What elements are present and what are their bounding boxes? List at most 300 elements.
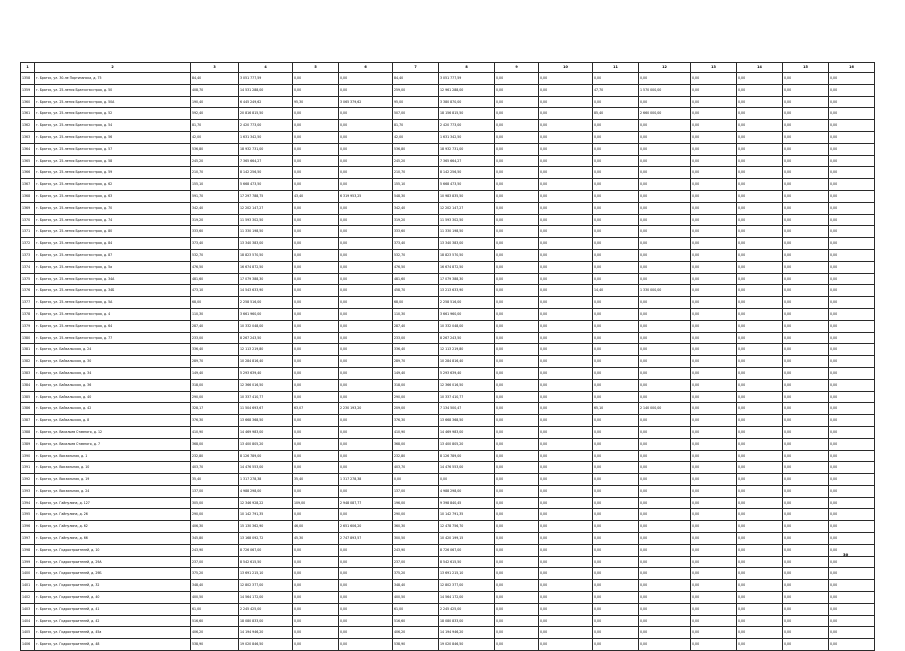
table-row: [21, 639, 875, 651]
value-cell: 0,00: [639, 521, 691, 533]
address-cell: г. Братск, ул. 25-летия Братскгэсстроя, д. 84: [35, 238, 191, 250]
value-cell: 0,00: [783, 320, 829, 332]
value-cell: 0,00: [495, 179, 539, 191]
value-cell: 12 202 147,27: [439, 202, 495, 214]
column-header: 14: [737, 63, 783, 73]
table-row: [21, 190, 875, 202]
value-cell: 210,70: [393, 167, 439, 179]
table-row: [21, 391, 875, 403]
value-cell: 0,00: [737, 73, 783, 85]
value-cell: 0,00: [639, 426, 691, 438]
value-cell: 110,30: [191, 308, 239, 320]
address-cell: г. Братск, ул. Гайнулина, д. 26: [35, 509, 191, 521]
value-cell: 0,00: [737, 285, 783, 297]
value-cell: 538,90: [393, 639, 439, 651]
value-cell: 0,00: [783, 155, 829, 167]
value-cell: 0,00: [539, 485, 593, 497]
value-cell: 0,00: [639, 320, 691, 332]
value-cell: 0,00: [691, 603, 737, 615]
row-number-cell: 1368: [21, 190, 35, 202]
table-row: [21, 131, 875, 143]
value-cell: 2 948 087,77: [339, 497, 393, 509]
row-number-cell: 1397: [21, 533, 35, 545]
value-cell: 0,00: [293, 202, 339, 214]
value-cell: 14 469 983,00: [439, 426, 495, 438]
column-number-row: [21, 63, 875, 73]
value-cell: 3 051 777,59: [439, 73, 495, 85]
value-cell: 0,00: [293, 627, 339, 639]
value-cell: 368,00: [191, 438, 239, 450]
value-cell: 0,00: [639, 155, 691, 167]
value-cell: 0,00: [495, 556, 539, 568]
value-cell: 0,00: [293, 143, 339, 155]
table-row: [21, 273, 875, 285]
value-cell: 0,00: [495, 627, 539, 639]
value-cell: 0,00: [539, 344, 593, 356]
address-cell: г. Братск, ул. Вокзальная, д. 1: [35, 450, 191, 462]
value-cell: 12 961 288,00: [439, 84, 495, 96]
value-cell: 0,00: [639, 497, 691, 509]
row-number-cell: 1358: [21, 73, 35, 85]
value-cell: 10 420 199,15: [439, 533, 495, 545]
address-cell: г. Братск, ул. Гидростроителей, д. 29Б: [35, 568, 191, 580]
value-cell: 0,00: [539, 202, 593, 214]
value-cell: 243,90: [393, 544, 439, 556]
value-cell: 0,00: [593, 214, 639, 226]
row-number-cell: 1402: [21, 592, 35, 604]
row-number-cell: 1394: [21, 497, 35, 509]
row-number-cell: 1371: [21, 226, 35, 238]
value-cell: 375,20: [393, 568, 439, 580]
value-cell: 592,40: [191, 108, 239, 120]
value-cell: 8 126 789,00: [439, 450, 495, 462]
value-cell: 3 051 777,59: [239, 73, 293, 85]
value-cell: 0,00: [829, 155, 875, 167]
table-row: [21, 308, 875, 320]
value-cell: 0,00: [783, 556, 829, 568]
value-cell: 0,00: [495, 190, 539, 202]
value-cell: 18 080 833,00: [239, 615, 293, 627]
address-cell: г. Братск, ул. 25-летия Братскгэсстроя, д. 87: [35, 249, 191, 261]
row-number-cell: 1403: [21, 603, 35, 615]
value-cell: 0,00: [593, 73, 639, 85]
value-cell: 13 213 633,90: [439, 285, 495, 297]
value-cell: 0,00: [293, 214, 339, 226]
value-cell: 0,00: [339, 143, 393, 155]
table-body: [21, 73, 875, 651]
value-cell: 0,00: [593, 450, 639, 462]
value-cell: 0,00: [539, 179, 593, 191]
value-cell: 0,00: [539, 249, 593, 261]
table-row: [21, 533, 875, 545]
value-cell: 2 230 193,20: [339, 403, 393, 415]
value-cell: 406,20: [393, 627, 439, 639]
table-row: [21, 592, 875, 604]
value-cell: 0,00: [339, 167, 393, 179]
value-cell: 536,80: [191, 143, 239, 155]
row-number-cell: 1379: [21, 320, 35, 332]
table-row: [21, 627, 875, 639]
value-cell: 68,00: [191, 297, 239, 309]
value-cell: 0,00: [737, 238, 783, 250]
value-cell: 0,00: [293, 167, 339, 179]
value-cell: 0,00: [737, 509, 783, 521]
value-cell: 0,00: [539, 615, 593, 627]
value-cell: 11 504 693,67: [239, 403, 293, 415]
value-cell: 0,00: [539, 226, 593, 238]
value-cell: 0,00: [691, 320, 737, 332]
value-cell: 0,00: [539, 544, 593, 556]
value-cell: 0,00: [593, 521, 639, 533]
value-cell: 0,00: [691, 214, 737, 226]
value-cell: 410,90: [393, 426, 439, 438]
table-row: [21, 73, 875, 85]
value-cell: 65,10: [593, 403, 639, 415]
value-cell: 0,00: [691, 120, 737, 132]
value-cell: 5 668 473,50: [439, 179, 495, 191]
value-cell: 0,00: [539, 285, 593, 297]
value-cell: 0,00: [639, 450, 691, 462]
row-number-cell: 1360: [21, 96, 35, 108]
value-cell: 410,90: [191, 426, 239, 438]
value-cell: 18 156 815,50: [439, 108, 495, 120]
row-number-cell: 1376: [21, 285, 35, 297]
value-cell: 0,00: [737, 592, 783, 604]
value-cell: 0,00: [737, 332, 783, 344]
value-cell: 0,00: [783, 332, 829, 344]
value-cell: 8 267 243,50: [239, 332, 293, 344]
address-cell: г. Братск, ул. Байкальская, д. 8: [35, 415, 191, 427]
value-cell: 0,00: [593, 474, 639, 486]
value-cell: 0,00: [829, 426, 875, 438]
value-cell: 0,00: [339, 379, 393, 391]
value-cell: 13 668 368,50: [239, 415, 293, 427]
value-cell: 0,00: [339, 202, 393, 214]
value-cell: 0,00: [829, 615, 875, 627]
value-cell: 3 661 960,00: [239, 308, 293, 320]
value-cell: 0,00: [495, 73, 539, 85]
value-cell: 0,00: [593, 367, 639, 379]
value-cell: 13 168 092,72: [239, 533, 293, 545]
value-cell: 0,00: [783, 615, 829, 627]
value-cell: 0,00: [539, 273, 593, 285]
value-cell: 0,00: [783, 627, 829, 639]
value-cell: 0,00: [293, 285, 339, 297]
value-cell: 16 674 872,50: [239, 261, 293, 273]
table-row: [21, 485, 875, 497]
value-cell: 0,00: [829, 580, 875, 592]
value-cell: 0,00: [495, 485, 539, 497]
address-cell: г. Братск, ул. Вокзальная, д. 10: [35, 462, 191, 474]
value-cell: 0,00: [495, 462, 539, 474]
value-cell: 0,00: [691, 497, 737, 509]
value-cell: 196,00: [393, 497, 439, 509]
value-cell: 0,00: [639, 379, 691, 391]
value-cell: 12 366 016,50: [239, 379, 293, 391]
row-number-cell: 1401: [21, 580, 35, 592]
value-cell: 0,00: [495, 438, 539, 450]
value-cell: 0,00: [737, 226, 783, 238]
value-cell: 0,00: [691, 179, 737, 191]
value-cell: 0,00: [783, 568, 829, 580]
value-cell: 0,00: [293, 332, 339, 344]
value-cell: 0,00: [293, 84, 339, 96]
value-cell: 137,00: [191, 485, 239, 497]
value-cell: 243,90: [191, 544, 239, 556]
row-number-cell: 1382: [21, 356, 35, 368]
address-cell: г. Братск, ул. Байкальская, д. 40: [35, 391, 191, 403]
address-cell: г. Братск, ул. 25-летия Братскгэсстроя, д. 34А: [35, 273, 191, 285]
value-cell: 481,60: [393, 273, 439, 285]
value-cell: 0,00: [593, 639, 639, 651]
value-cell: 0,00: [737, 120, 783, 132]
row-number-cell: 1366: [21, 167, 35, 179]
column-header: 13: [691, 63, 737, 73]
value-cell: 0,00: [829, 367, 875, 379]
value-cell: 13 340 383,00: [239, 238, 293, 250]
row-number-cell: 1383: [21, 367, 35, 379]
row-number-cell: 1386: [21, 403, 35, 415]
value-cell: 0,00: [339, 639, 393, 651]
value-cell: 7 365 664,27: [439, 155, 495, 167]
value-cell: 10 983 835,50: [439, 190, 495, 202]
value-cell: 0,00: [737, 533, 783, 545]
address-cell: г. Братск, ул. Гидростроителей, д. 48: [35, 639, 191, 651]
row-number-cell: 1359: [21, 84, 35, 96]
value-cell: 403,70: [191, 462, 239, 474]
value-cell: 0,00: [639, 544, 691, 556]
value-cell: 0,00: [593, 415, 639, 427]
address-cell: г. Братск, ул. 25-летия Братскгэсстроя, д. 64: [35, 320, 191, 332]
value-cell: 0,00: [639, 167, 691, 179]
value-cell: 0,00: [783, 261, 829, 273]
value-cell: 0,00: [539, 403, 593, 415]
value-cell: 0,00: [829, 568, 875, 580]
value-cell: 61,00: [191, 603, 239, 615]
value-cell: 0,00: [639, 603, 691, 615]
address-cell: г. Братск, ул. Гидростроителей, д. 32: [35, 580, 191, 592]
value-cell: 15 130 362,90: [239, 521, 293, 533]
value-cell: 0,00: [691, 285, 737, 297]
value-cell: 0,00: [593, 426, 639, 438]
value-cell: 7 134 500,47: [439, 403, 495, 415]
value-cell: 328,17: [191, 403, 239, 415]
address-cell: г. Братск, ул. Байкальская, д. 36: [35, 379, 191, 391]
table-row: [21, 426, 875, 438]
value-cell: 0,00: [539, 391, 593, 403]
value-cell: 0,00: [737, 261, 783, 273]
value-cell: 0,00: [593, 438, 639, 450]
value-cell: 0,00: [339, 273, 393, 285]
value-cell: 10 337 410,77: [439, 391, 495, 403]
row-number-cell: 1400: [21, 568, 35, 580]
value-cell: 0,00: [639, 226, 691, 238]
value-cell: 0,00: [691, 592, 737, 604]
value-cell: 18 080 833,00: [439, 615, 495, 627]
value-cell: 0,00: [539, 120, 593, 132]
value-cell: 10 337 410,77: [239, 391, 293, 403]
value-cell: 305,00: [191, 497, 239, 509]
value-cell: 19 020 846,50: [439, 639, 495, 651]
value-cell: 0,00: [593, 509, 639, 521]
value-cell: 0,00: [593, 615, 639, 627]
value-cell: 0,00: [293, 568, 339, 580]
table-row: [21, 332, 875, 344]
value-cell: 0,00: [639, 73, 691, 85]
value-cell: 0,00: [829, 73, 875, 85]
value-cell: 0,00: [339, 84, 393, 96]
value-cell: 0,00: [293, 379, 339, 391]
value-cell: 0,00: [691, 155, 737, 167]
value-cell: 0,00: [339, 485, 393, 497]
value-cell: 0,00: [829, 415, 875, 427]
value-cell: 0,00: [293, 391, 339, 403]
value-cell: 0,00: [783, 356, 829, 368]
value-cell: 0,00: [829, 603, 875, 615]
value-cell: 0,00: [339, 226, 393, 238]
value-cell: 0,00: [339, 450, 393, 462]
address-cell: г. Братск, ул. 25-летия Братскгэсстроя, д. 63: [35, 190, 191, 202]
value-cell: 0,00: [639, 190, 691, 202]
row-number-cell: 1381: [21, 344, 35, 356]
value-cell: 0,00: [539, 261, 593, 273]
value-cell: 0,00: [737, 155, 783, 167]
table-row: [21, 179, 875, 191]
value-cell: 0,00: [829, 202, 875, 214]
value-cell: 0,00: [495, 391, 539, 403]
value-cell: 0,00: [339, 568, 393, 580]
value-cell: 0,00: [691, 226, 737, 238]
value-cell: 14 564 172,00: [439, 592, 495, 604]
value-cell: 0,00: [495, 474, 539, 486]
table-row: [21, 438, 875, 450]
value-cell: 0,00: [495, 521, 539, 533]
value-cell: 12 113 219,80: [239, 344, 293, 356]
value-cell: 0,00: [829, 450, 875, 462]
value-cell: 0,00: [829, 533, 875, 545]
column-header: 1: [21, 63, 35, 73]
value-cell: 0,00: [829, 238, 875, 250]
value-cell: 0,00: [593, 202, 639, 214]
row-number-cell: 1393: [21, 485, 35, 497]
value-cell: 0,00: [639, 214, 691, 226]
value-cell: 0,00: [539, 297, 593, 309]
row-number-cell: 1365: [21, 155, 35, 167]
value-cell: 0,00: [829, 379, 875, 391]
value-cell: 342,40: [191, 202, 239, 214]
value-cell: 0,00: [495, 415, 539, 427]
value-cell: 0,00: [829, 285, 875, 297]
value-cell: 0,00: [829, 120, 875, 132]
value-cell: 0,00: [829, 320, 875, 332]
value-cell: 406,30: [191, 521, 239, 533]
value-cell: 0,00: [293, 320, 339, 332]
value-cell: 8 267 243,50: [439, 332, 495, 344]
table-row: [21, 521, 875, 533]
value-cell: 406,20: [191, 627, 239, 639]
value-cell: 0,00: [737, 249, 783, 261]
value-cell: 0,00: [691, 190, 737, 202]
value-cell: 348,40: [393, 580, 439, 592]
value-cell: 16 674 872,50: [439, 261, 495, 273]
document-page: [20, 62, 854, 651]
value-cell: 110,30: [393, 308, 439, 320]
value-cell: 476,50: [191, 261, 239, 273]
value-cell: 2 660 000,00: [639, 108, 691, 120]
value-cell: 0,00: [737, 474, 783, 486]
value-cell: 10 142 791,35: [439, 509, 495, 521]
value-cell: 0,00: [539, 509, 593, 521]
value-cell: 0,00: [539, 521, 593, 533]
row-number-cell: 1367: [21, 179, 35, 191]
value-cell: 0,00: [737, 568, 783, 580]
value-cell: 155,10: [393, 179, 439, 191]
value-cell: 109,00: [293, 497, 339, 509]
value-cell: 0,00: [829, 249, 875, 261]
value-cell: 0,00: [829, 391, 875, 403]
value-cell: 0,00: [639, 344, 691, 356]
value-cell: 2 245 425,00: [239, 603, 293, 615]
address-cell: г. Братск, ул. 25-летия Братскгэсстроя, д. 5А: [35, 297, 191, 309]
value-cell: 12 802 377,00: [239, 580, 293, 592]
value-cell: 0,00: [593, 120, 639, 132]
table-row: [21, 367, 875, 379]
address-cell: г. Братск, ул. Гидростроителей, д. 40: [35, 592, 191, 604]
value-cell: 84,40: [393, 73, 439, 85]
column-header: 12: [639, 63, 691, 73]
table-row: [21, 356, 875, 368]
row-number-cell: 1377: [21, 297, 35, 309]
value-cell: 0,00: [539, 533, 593, 545]
value-cell: 375,20: [191, 568, 239, 580]
value-cell: 0,00: [737, 450, 783, 462]
value-cell: 0,00: [339, 603, 393, 615]
value-cell: 0,00: [639, 332, 691, 344]
value-cell: 0,00: [593, 627, 639, 639]
value-cell: 0,00: [293, 131, 339, 143]
value-cell: 0,00: [495, 285, 539, 297]
value-cell: 13 400 805,20: [239, 438, 293, 450]
value-cell: 0,00: [691, 108, 737, 120]
row-number-cell: 1375: [21, 273, 35, 285]
value-cell: 290,00: [191, 509, 239, 521]
value-cell: 5 668 473,50: [239, 179, 293, 191]
value-cell: 0,00: [737, 84, 783, 96]
value-cell: 190,40: [191, 96, 239, 108]
value-cell: 0,00: [495, 297, 539, 309]
value-cell: 0,00: [783, 485, 829, 497]
value-cell: 0,00: [293, 238, 339, 250]
value-cell: 81,70: [191, 120, 239, 132]
value-cell: 0,00: [339, 438, 393, 450]
value-cell: 373,40: [191, 238, 239, 250]
value-cell: 0,00: [737, 167, 783, 179]
value-cell: 10 332 048,00: [239, 320, 293, 332]
address-cell: г. Братск, ул. 25-летия Братскгэсстроя, д. 70: [35, 202, 191, 214]
value-cell: 19 020 846,50: [239, 639, 293, 651]
value-cell: 0,00: [829, 509, 875, 521]
value-cell: 0,00: [539, 356, 593, 368]
value-cell: 0,00: [593, 238, 639, 250]
value-cell: 0,00: [737, 462, 783, 474]
value-cell: 0,00: [293, 544, 339, 556]
value-cell: 0,00: [593, 167, 639, 179]
value-cell: 0,00: [593, 320, 639, 332]
address-cell: г. Братск, ул. 30-ле Партизанска, д. 75: [35, 73, 191, 85]
value-cell: 0,00: [539, 308, 593, 320]
value-cell: 10 142 791,35: [239, 509, 293, 521]
value-cell: 0,00: [593, 96, 639, 108]
